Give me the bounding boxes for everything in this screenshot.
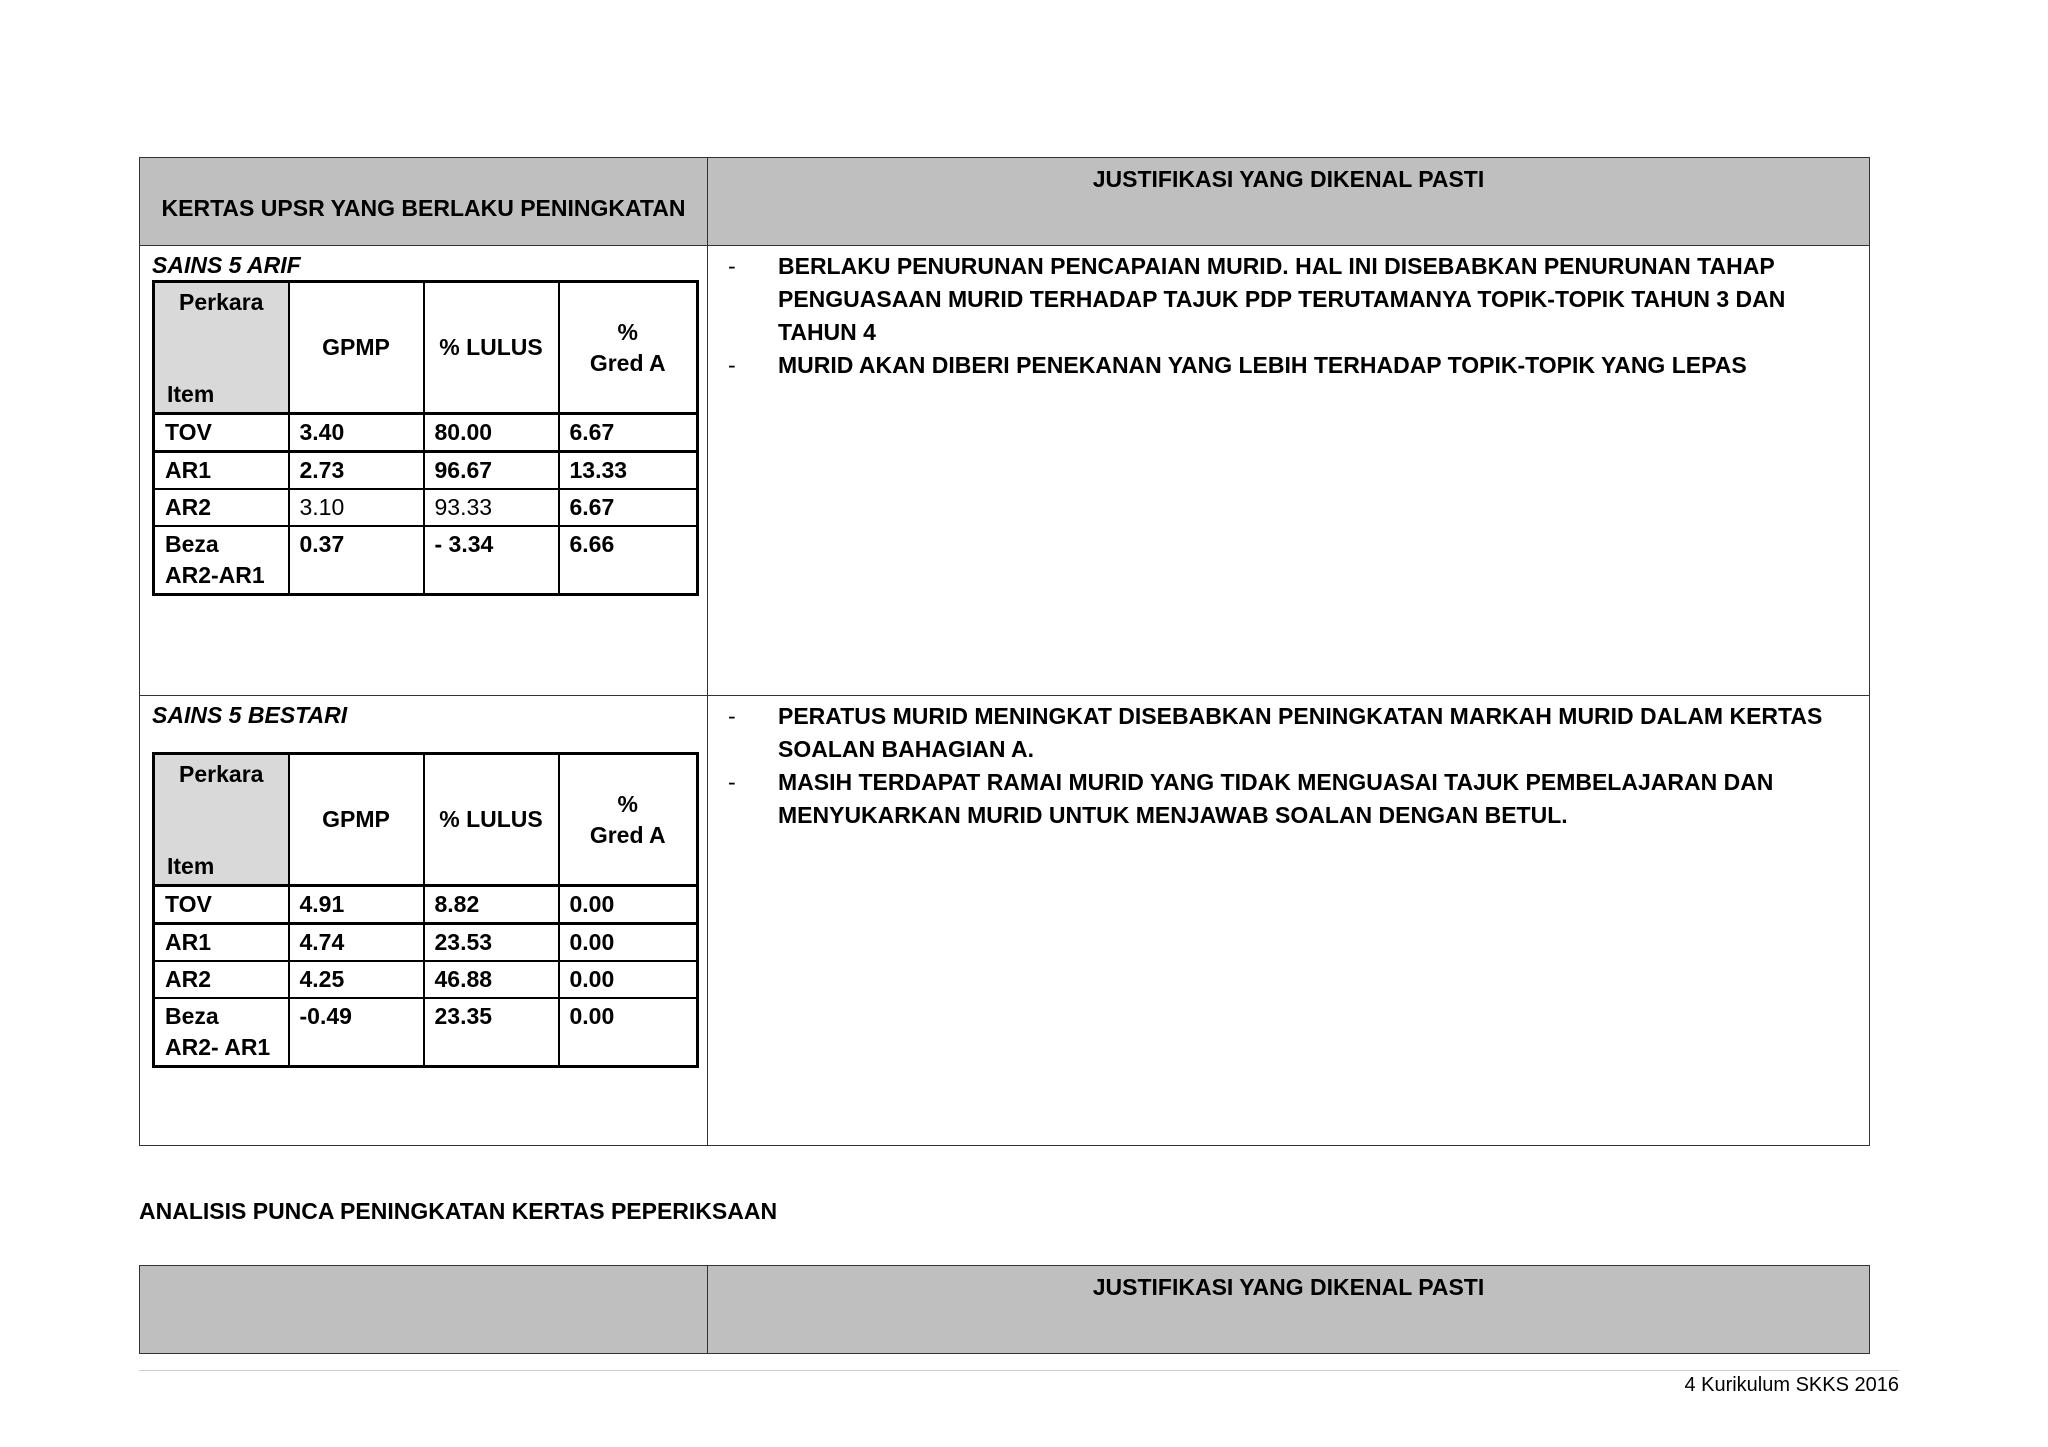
col-header-lulus: % LULUS: [424, 754, 559, 886]
subject-title: SAINS 5 BESTARI: [152, 702, 348, 728]
subject-title: SAINS 5 ARIF: [152, 252, 301, 278]
score-table: [152, 752, 699, 1068]
footer-divider: [139, 1370, 1899, 1371]
header-right: JUSTIFIKASI YANG DIKENAL PASTI: [708, 1266, 1870, 1354]
subject-cell-arif: [140, 246, 708, 696]
justification-cell-arif: [708, 246, 1870, 696]
improvement-table: [139, 157, 1870, 1146]
col-header-greda: % Gred A: [559, 754, 698, 886]
table-row: Beza AR2- AR1 -0.49 23.35 0.00: [154, 998, 698, 1067]
table-row: TOV 3.40 80.00 6.67: [154, 414, 698, 452]
score-table: [152, 280, 699, 596]
justification-list: [728, 250, 1855, 382]
item-label: Item: [167, 853, 215, 879]
justification-item: - PERATUS MURID MENINGKAT DISEBABKAN PENINGKATAN MARKAH MURID DALAM KERTAS SOALAN BAHAGIAN A.: [728, 700, 1855, 766]
header-left: KERTAS UPSR YANG BERLAKU PENINGKATAN: [140, 158, 708, 246]
col-header-gpmp: GPMP: [289, 754, 424, 886]
justification-item: - BERLAKU PENURUNAN PENCAPAIAN MURID. HAL INI DISEBABKAN PENURUNAN TAHAP PENGUASAAN MURID TERHADAP TAJUK PDP TERUTAMANYA TOPIK-TOPIK TAHUN 3 DAN TAHUN 4: [728, 250, 1855, 349]
justification-cell-bestari: [708, 696, 1870, 1146]
col-header-greda: % Gred A: [559, 282, 698, 414]
cause-analysis-table: [139, 1265, 1870, 1354]
subject-cell-bestari: [140, 696, 708, 1146]
col-header-perkara: [154, 282, 289, 414]
justification-item: - MASIH TERDAPAT RAMAI MURID YANG TIDAK MENGUASAI TAJUK PEMBELAJARAN DAN MENYUKARKAN MURID UNTUK MENJAWAB SOALAN DENGAN BETUL.: [728, 766, 1855, 832]
perkara-label: Perkara: [179, 761, 264, 787]
table-row: AR2 3.10 93.33 6.67: [154, 489, 698, 526]
perkara-label: Perkara: [179, 289, 264, 315]
col-header-lulus: % LULUS: [424, 282, 559, 414]
table-row: AR1 4.74 23.53 0.00: [154, 924, 698, 962]
justification-list: [728, 700, 1855, 832]
header-right: JUSTIFIKASI YANG DIKENAL PASTI: [708, 158, 1870, 246]
page-footer: 4 Kurikulum SKKS 2016: [1684, 1374, 1899, 1396]
col-header-perkara: [154, 754, 289, 886]
col-header-gpmp: GPMP: [289, 282, 424, 414]
table-row: AR1 2.73 96.67 13.33: [154, 452, 698, 490]
table-row: TOV 4.91 8.82 0.00: [154, 886, 698, 924]
table-row: AR2 4.25 46.88 0.00: [154, 961, 698, 998]
section-title: ANALISIS PUNCA PENINGKATAN KERTAS PEPERIKSAAN: [139, 1198, 778, 1224]
header-left: [140, 1266, 708, 1354]
justification-item: - MURID AKAN DIBERI PENEKANAN YANG LEBIH TERHADAP TOPIK-TOPIK YANG LEPAS: [728, 349, 1855, 382]
item-label: Item: [167, 381, 215, 407]
table-row: Beza AR2-AR1 0.37 - 3.34 6.66: [154, 526, 698, 595]
